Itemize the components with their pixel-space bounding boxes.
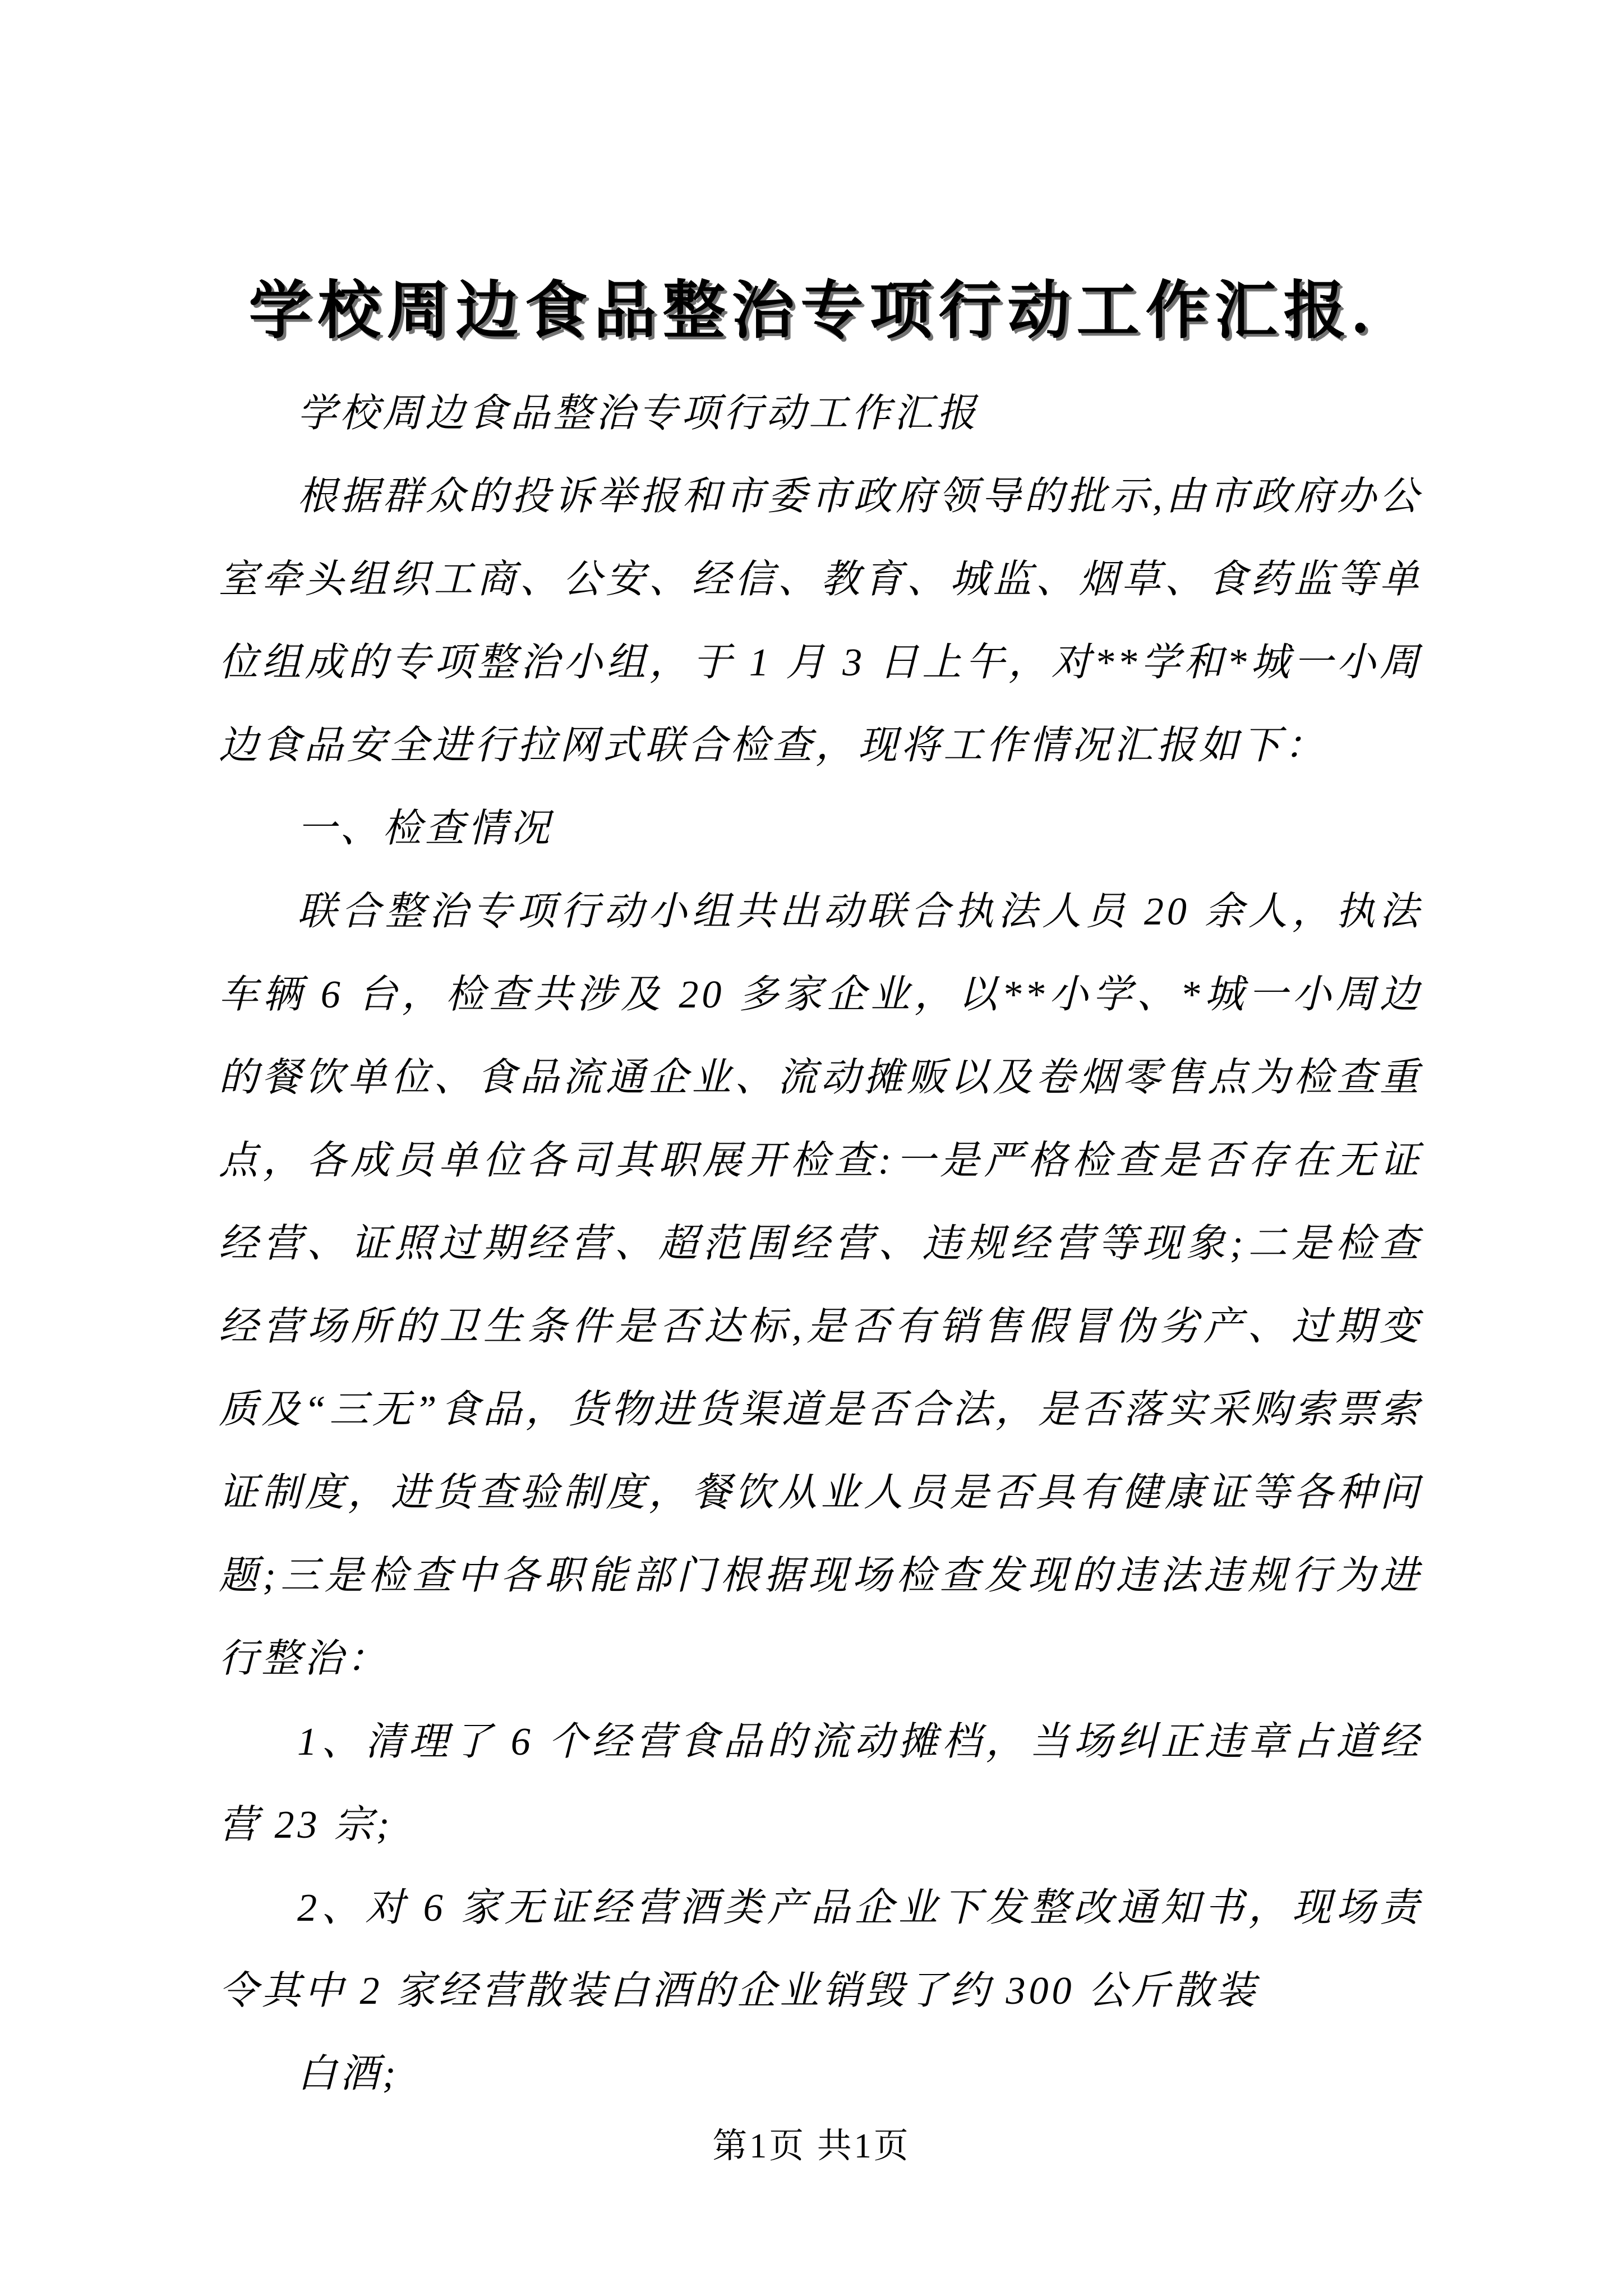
paragraph-item-2: 2、对 6 家无证经营酒类产品企业下发整改通知书，现场责令其中 2 家经营散装白酒的企业销毁了约 300 公斤散装 (219, 1887, 1422, 2013)
document-body (219, 372, 1422, 2116)
section-heading-inspection: 一、检查情况 (297, 807, 553, 850)
paragraph-item-2-continuation: 白酒; (297, 2053, 399, 2096)
page-number-footer: 第1页 共1页 (712, 2127, 911, 2165)
subtitle-line: 学校周边食品整治专项行动工作汇报 (297, 392, 979, 435)
document-title: 学校周边食品整治专项行动工作汇报. (248, 277, 1375, 346)
paragraph-inspection-details: 联合整治专项行动小组共出动联合执法人员 20 余人，执法车辆 6 台，检查共涉及 20 多家企业，以**小学、*城一小周边的餐饮单位、食品流通企业、流动摊贩以及卷烟零售点为检查重点，各成员单位各司其职展开检查:一是严格检查是否存在无证经营、证照过期经营、超范围经营、违规经营等现象;二是检查经营场所的卫生条件是否达标,是否有销售假冒伪劣产、过期变质及“三无”食品，货物进货渠道是否合法，是否落实采购索票索证制度，进货查验制度，餐饮从业人员是否具有健康证等各种问题;三是检查中各职能部门根据现场检查发现的违法违规行为进行整治： (219, 890, 1422, 1681)
paragraph-item-1: 1、清理了 6 个经营食品的流动摊档，当场纠正违章占道经营 23 宗; (219, 1720, 1422, 1847)
paragraph-intro: 根据群众的投诉举报和市委市政府领导的批示,由市政府办公室牵头组织工商、公安、经信、教育、城监、烟草、食药监等单位组成的专项整治小组，于 1 月 3 日上午，对**学和*城一小周边食品安全进行拉网式联合检查，现将工作情况汇报如下： (219, 475, 1422, 767)
